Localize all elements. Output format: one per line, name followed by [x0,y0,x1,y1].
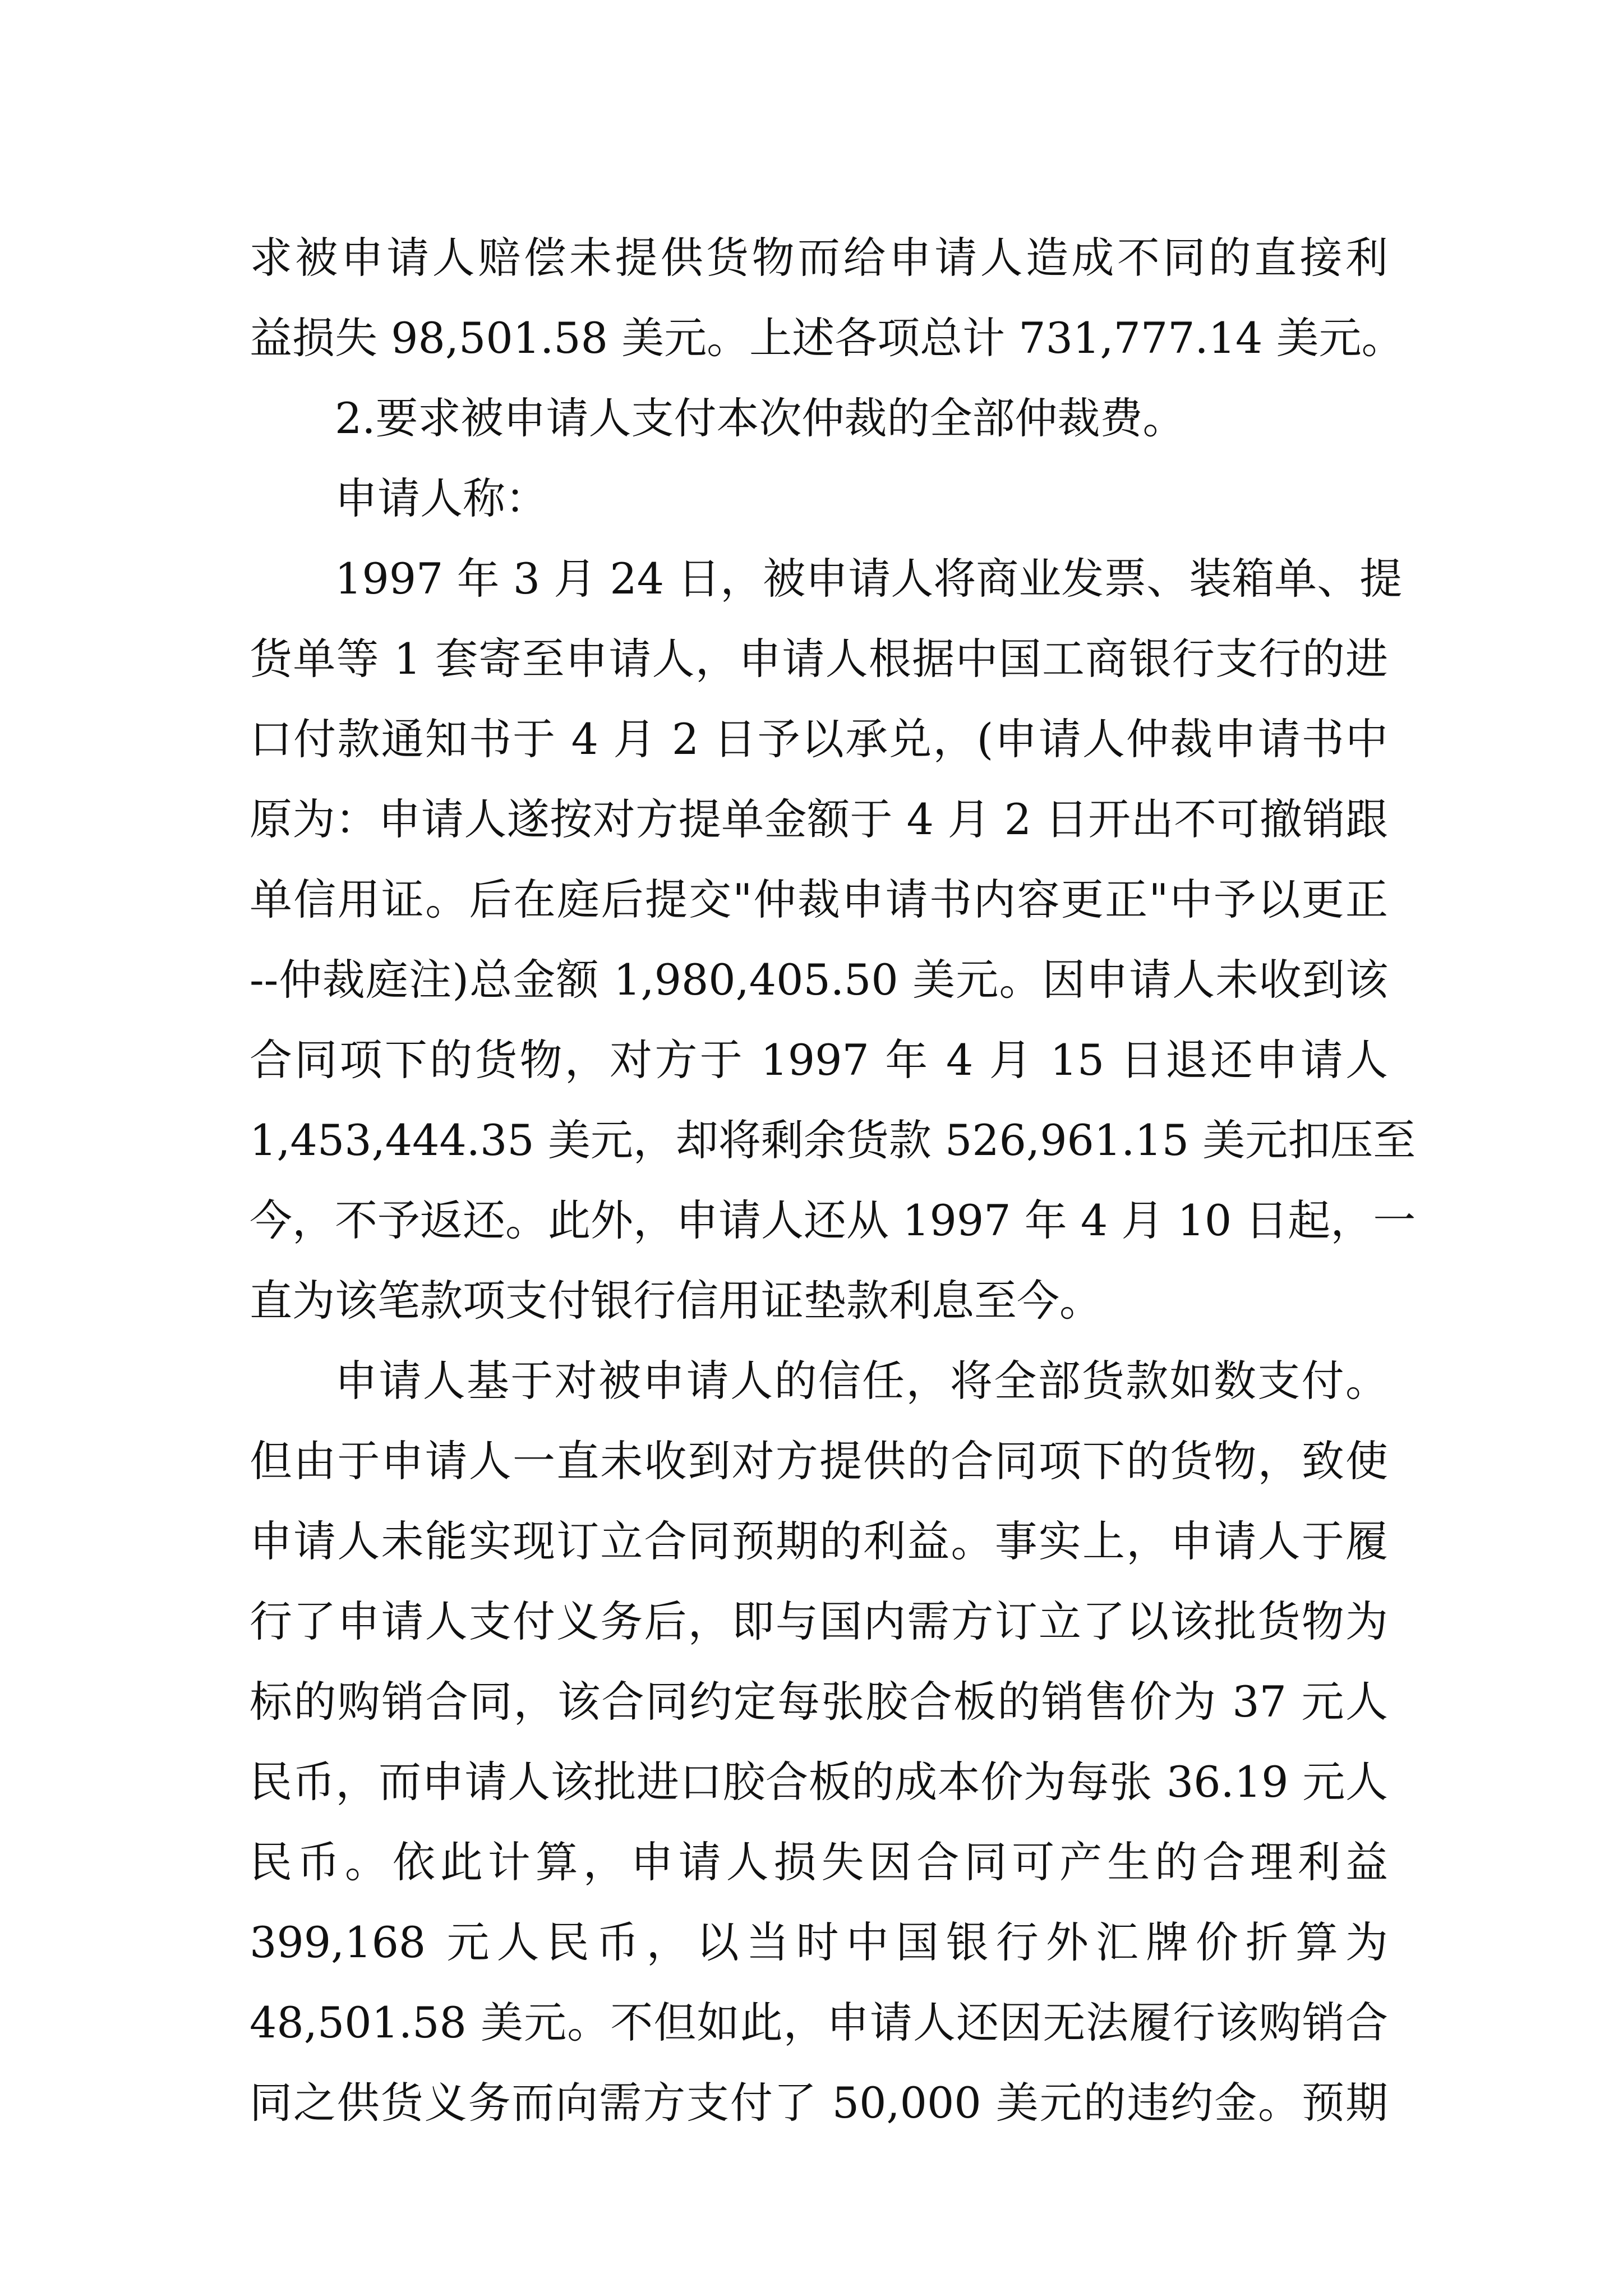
text-line: 申请人基于对被申请人的信任，将全部货款如数支付。 [335,1356,1388,1406]
text-line: 申请人称： [335,473,548,523]
text-line: 求被申请人赔偿未提供货物而给申请人造成不同的直接利 [250,233,1388,283]
text-line: --仲裁庭注)总金额 1,980,405.50 美元。因申请人未收到该 [250,955,1388,1005]
text-line: 1,453,444.35 美元，却将剩余货款 526,961.15 美元扣压至 [250,1115,1416,1165]
document-body [250,218,1416,2143]
text-line: 原为：申请人遂按对方提单金额于 4 月 2 日开出不可撤销跟 [250,794,1388,844]
text-line: 1997 年 3 月 24 日，被申请人将商业发票、装箱单、提 [335,554,1403,604]
text-line: 民币。依此计算，申请人损失因合同可产生的合理利益 [250,1837,1388,1887]
text-line: 民币，而申请人该批进口胶合板的成本价为每张 36.19 元人 [250,1757,1388,1807]
text-line: 单信用证。后在庭后提交"仲裁申请书内容更正"中予以更正 [250,875,1388,924]
text-line: 2.要求被申请人支付本次仲裁的全部仲裁费。 [335,393,1186,443]
text-line: 申请人未能实现订立合同预期的利益。事实上，申请人于履 [250,1516,1388,1566]
text-line: 同之供货义务而向需方支付了 50,000 美元的违约金。预期 [250,2078,1388,2128]
text-line: 48,501.58 美元。不但如此，申请人还因无法履行该购销合 [250,1998,1388,2047]
text-line: 直为该笔款项支付银行信用证垫款利息至今。 [250,1276,1102,1326]
text-line: 399,168 元人民币，以当时中国银行外汇牌价折算为 [250,1917,1388,1967]
text-line: 益损失 98,501.58 美元。上述各项总计 731,777.14 美元。 [250,313,1404,363]
text-line: 行了申请人支付义务后，即与国内需方订立了以该批货物为 [250,1596,1388,1646]
text-line: 标的购销合同，该合同约定每张胶合板的销售价为 37 元人 [250,1677,1388,1727]
text-line: 合同项下的货物，对方于 1997 年 4 月 15 日退还申请人 [250,1035,1388,1085]
text-line: 货单等 1 套寄至申请人，申请人根据中国工商银行支行的进 [250,634,1388,684]
text-line: 但由于申请人一直未收到对方提供的合同项下的货物，致使 [250,1436,1388,1486]
text-line: 今，不予返还。此外，申请人还从 1997 年 4 月 10 日起，一 [250,1195,1416,1245]
text-line: 口付款通知书于 4 月 2 日予以承兑，(申请人仲裁申请书中 [250,714,1388,764]
